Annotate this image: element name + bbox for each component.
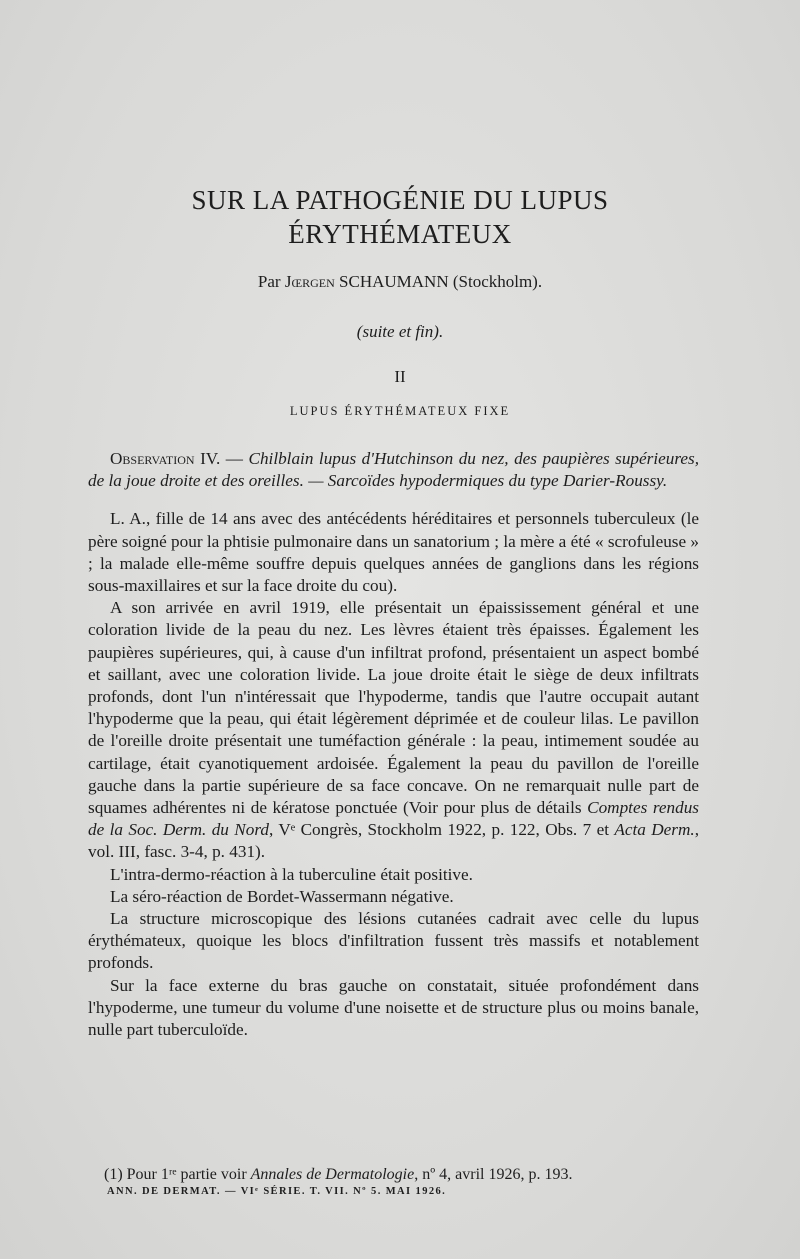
paragraph-6: Sur la face externe du bras gauche on constatait, située profondément dans l'hypoderme, une tumeur du volume d'une noisette et de structure plus ou moins banale, nulle part tuberculoïde. bbox=[88, 975, 699, 1040]
article-title-line-2: ÉRYTHÉMATEUX bbox=[288, 219, 512, 249]
author-byline bbox=[0, 272, 800, 292]
observation-heading bbox=[88, 448, 699, 492]
reference-acta-derm: Acta Derm. bbox=[614, 820, 695, 840]
continuation-note: (suite et fin). bbox=[356, 322, 444, 341]
author-first-name: Jœrgen bbox=[284, 272, 335, 291]
part-number: II bbox=[394, 367, 406, 386]
article-title-line-1: SUR LA PATHOGÉNIE DU LUPUS bbox=[191, 185, 609, 215]
footnote-journal: Annales de Dermatologie bbox=[250, 1166, 415, 1183]
paragraph-2-part-c: , vol. III, fasc. 3-4, p. 431). bbox=[88, 820, 699, 862]
paragraph-1: L. A., fille de 14 ans avec des antécédents héréditaires et personnels tuberculeux (le père soigné pour la phtisie pulmonaire dans un sanatorium ; la mère a été « scrofuleuse » ; la malade elle-même souffre depuis quelques années de ganglions dans les régions sous-maxillaires et sur la face droite du cou). bbox=[88, 509, 699, 596]
author-rest: SCHAUMANN (Stockholm). bbox=[334, 272, 543, 291]
footnote bbox=[104, 1165, 704, 1185]
footnote-prefix: (1) Pour 1ʳᵉ partie voir bbox=[104, 1166, 251, 1183]
paragraph-3: L'intra-dermo-réaction à la tuberculine était positive. bbox=[110, 864, 473, 884]
observation-text: Chilblain lupus d'Hutchinson du nez, des paupières supérieures, de la joue droite et des oreilles. — Sarcoïdes hypodermiques du type Darier-Roussy. bbox=[88, 449, 699, 491]
reference-comptes-rendus: Comptes rendus de la Soc. Derm. du Nord bbox=[88, 798, 699, 840]
running-footer: ANN. DE DERMAT. — VIᵉ SÉRIE. T. VII. Nº 5. MAI 1926. bbox=[107, 1186, 447, 1197]
section-heading: LUPUS ÉRYTHÉMATEUX FIXE bbox=[289, 404, 511, 418]
paragraph-4: La séro-réaction de Bordet-Wassermann négative. bbox=[110, 886, 454, 906]
article-title bbox=[0, 183, 800, 251]
observation-dash: — bbox=[220, 449, 249, 468]
observation-label: Observation IV. bbox=[110, 449, 221, 468]
footnote-suffix: , nº 4, avril 1926, p. 193. bbox=[414, 1166, 573, 1183]
paragraph-2-part-b: , Vᵉ Congrès, Stockholm 1922, p. 122, Obs. 7 et bbox=[268, 820, 615, 840]
paragraph-5: La structure microscopique des lésions cutanées cadrait avec celle du lupus érythémateux, quoique les blocs d'infiltration fussent très massifs et notablement profonds. bbox=[88, 909, 699, 973]
byline-prefix: Par bbox=[257, 272, 285, 291]
paragraph-2-part-a: A son arrivée en avril 1919, elle présentait un épaississement général et une coloration livide de la peau du nez. Les lèvres étaient très épaisses. Également les paupières supérieures, qui, à cause d'un infiltrat profond, présentaient un aspect bombé et saillant, avec une coloration livide. La joue droite était le siège de deux infiltrats profonds, dont l'un n'intéressait que l'hypoderme, tandis que l'autre occupait autant l'hypoderme que la peau, qui était légèrement déprimée et de couleur lilas. Le pavillon de l'oreille droite présentait une tuméfaction générale : la peau, intimement soudée au cartilage, était cyanotiquement ardoisée. Également la peau du pavillon de l'oreille gauche dans la partie supérieure de sa face concave. On ne remarquait nulle part de squames adhérentes ni de kératose ponctuée (Voir pour plus de détails bbox=[88, 598, 699, 818]
paragraph-2 bbox=[88, 597, 699, 863]
article-body bbox=[88, 448, 699, 1041]
